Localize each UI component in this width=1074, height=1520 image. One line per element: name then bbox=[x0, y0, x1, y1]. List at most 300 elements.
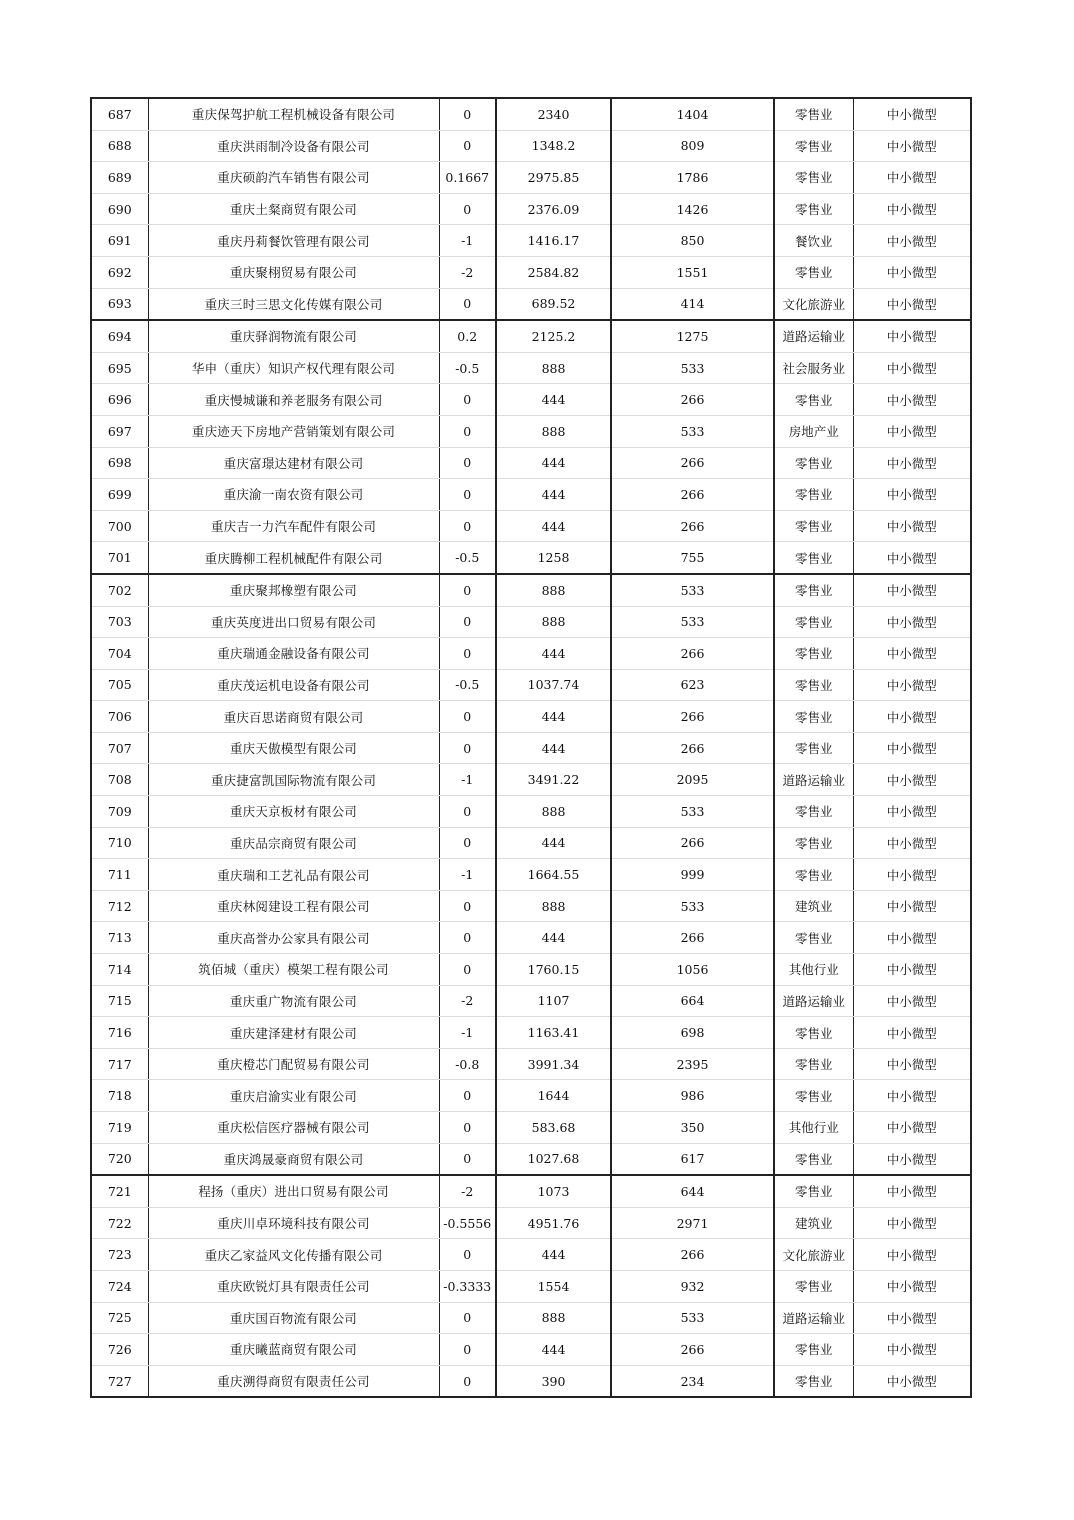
industry-cell: 零售业 bbox=[774, 574, 853, 606]
industry-cell: 零售业 bbox=[774, 669, 853, 701]
industry-cell: 零售业 bbox=[774, 827, 853, 859]
industry-cell: 道路运输业 bbox=[774, 320, 853, 352]
scale-cell: 中小微型 bbox=[853, 732, 971, 764]
value-cell: 266 bbox=[611, 638, 774, 670]
score-cell: -2 bbox=[439, 985, 496, 1017]
scale-cell: 中小微型 bbox=[853, 922, 971, 954]
value-cell: 1275 bbox=[611, 320, 774, 352]
value-cell: 1551 bbox=[611, 256, 774, 288]
row-number-cell: 693 bbox=[91, 288, 148, 320]
score-cell: 0 bbox=[439, 130, 496, 162]
company-name-cell: 重庆天京板材有限公司 bbox=[148, 796, 439, 828]
score-cell: 0 bbox=[439, 606, 496, 638]
industry-cell: 零售业 bbox=[774, 859, 853, 891]
amount-cell: 444 bbox=[496, 701, 611, 733]
scale-cell: 中小微型 bbox=[853, 638, 971, 670]
company-name-cell: 重庆溯得商贸有限责任公司 bbox=[148, 1365, 439, 1397]
score-cell: 0 bbox=[439, 510, 496, 542]
company-name-cell: 重庆保驾护航工程机械设备有限公司 bbox=[148, 98, 439, 130]
table-row bbox=[91, 352, 971, 384]
company-name-cell: 重庆百思诺商贸有限公司 bbox=[148, 701, 439, 733]
amount-cell: 1037.74 bbox=[496, 669, 611, 701]
company-name-cell: 重庆茂运机电设备有限公司 bbox=[148, 669, 439, 701]
scale-cell: 中小微型 bbox=[853, 606, 971, 638]
industry-cell: 其他行业 bbox=[774, 1112, 853, 1144]
scale-cell: 中小微型 bbox=[853, 288, 971, 320]
scale-cell: 中小微型 bbox=[853, 193, 971, 225]
scale-cell: 中小微型 bbox=[853, 796, 971, 828]
row-number-cell: 712 bbox=[91, 890, 148, 922]
company-name-cell: 重庆吉一力汽车配件有限公司 bbox=[148, 510, 439, 542]
scale-cell: 中小微型 bbox=[853, 1175, 971, 1207]
scale-cell: 中小微型 bbox=[853, 384, 971, 416]
score-cell: 0 bbox=[439, 796, 496, 828]
row-number-cell: 698 bbox=[91, 447, 148, 479]
score-cell: 0 bbox=[439, 1080, 496, 1112]
amount-cell: 888 bbox=[496, 1302, 611, 1334]
row-number-cell: 716 bbox=[91, 1017, 148, 1049]
score-cell: -0.8 bbox=[439, 1048, 496, 1080]
scale-cell: 中小微型 bbox=[853, 320, 971, 352]
row-number-cell: 715 bbox=[91, 985, 148, 1017]
table-row bbox=[91, 1365, 971, 1397]
score-cell: -0.5556 bbox=[439, 1207, 496, 1239]
table-row bbox=[91, 1239, 971, 1271]
table-row bbox=[91, 1207, 971, 1239]
table-row bbox=[91, 796, 971, 828]
industry-cell: 道路运输业 bbox=[774, 1302, 853, 1334]
value-cell: 2971 bbox=[611, 1207, 774, 1239]
table-row bbox=[91, 1334, 971, 1366]
table-row bbox=[91, 606, 971, 638]
row-number-cell: 697 bbox=[91, 415, 148, 447]
scale-cell: 中小微型 bbox=[853, 701, 971, 733]
company-name-cell: 筑佰城（重庆）模架工程有限公司 bbox=[148, 954, 439, 986]
score-cell: 0 bbox=[439, 922, 496, 954]
industry-cell: 道路运输业 bbox=[774, 764, 853, 796]
row-number-cell: 710 bbox=[91, 827, 148, 859]
industry-cell: 零售业 bbox=[774, 256, 853, 288]
industry-cell: 道路运输业 bbox=[774, 985, 853, 1017]
table-row bbox=[91, 732, 971, 764]
industry-cell: 零售业 bbox=[774, 1080, 853, 1112]
scale-cell: 中小微型 bbox=[853, 890, 971, 922]
company-name-cell: 重庆川卓环境科技有限公司 bbox=[148, 1207, 439, 1239]
row-number-cell: 711 bbox=[91, 859, 148, 891]
industry-cell: 零售业 bbox=[774, 1270, 853, 1302]
company-name-cell: 重庆鸿晟豪商贸有限公司 bbox=[148, 1143, 439, 1175]
industry-cell: 零售业 bbox=[774, 1048, 853, 1080]
industry-cell: 零售业 bbox=[774, 479, 853, 511]
row-number-cell: 709 bbox=[91, 796, 148, 828]
company-name-cell: 重庆启渝实业有限公司 bbox=[148, 1080, 439, 1112]
amount-cell: 1416.17 bbox=[496, 225, 611, 257]
amount-cell: 444 bbox=[496, 922, 611, 954]
value-cell: 850 bbox=[611, 225, 774, 257]
row-number-cell: 714 bbox=[91, 954, 148, 986]
row-number-cell: 691 bbox=[91, 225, 148, 257]
industry-cell: 文化旅游业 bbox=[774, 1239, 853, 1271]
scale-cell: 中小微型 bbox=[853, 1239, 971, 1271]
score-cell: -0.5 bbox=[439, 352, 496, 384]
row-number-cell: 687 bbox=[91, 98, 148, 130]
scale-cell: 中小微型 bbox=[853, 985, 971, 1017]
row-number-cell: 703 bbox=[91, 606, 148, 638]
table-row bbox=[91, 288, 971, 320]
company-name-cell: 程扬（重庆）进出口贸易有限公司 bbox=[148, 1175, 439, 1207]
row-number-cell: 726 bbox=[91, 1334, 148, 1366]
table-row bbox=[91, 922, 971, 954]
industry-cell: 零售业 bbox=[774, 384, 853, 416]
company-name-cell: 重庆土粲商贸有限公司 bbox=[148, 193, 439, 225]
company-name-cell: 重庆曦蓝商贸有限公司 bbox=[148, 1334, 439, 1366]
score-cell: 0 bbox=[439, 1239, 496, 1271]
score-cell: 0 bbox=[439, 732, 496, 764]
value-cell: 986 bbox=[611, 1080, 774, 1112]
table-row bbox=[91, 574, 971, 606]
table-row bbox=[91, 985, 971, 1017]
value-cell: 266 bbox=[611, 732, 774, 764]
company-name-cell: 重庆硕韵汽车销售有限公司 bbox=[148, 162, 439, 194]
table-body bbox=[91, 98, 971, 1397]
industry-cell: 建筑业 bbox=[774, 1207, 853, 1239]
amount-cell: 1163.41 bbox=[496, 1017, 611, 1049]
industry-cell: 餐饮业 bbox=[774, 225, 853, 257]
scale-cell: 中小微型 bbox=[853, 542, 971, 574]
row-number-cell: 718 bbox=[91, 1080, 148, 1112]
amount-cell: 444 bbox=[496, 827, 611, 859]
amount-cell: 888 bbox=[496, 352, 611, 384]
row-number-cell: 724 bbox=[91, 1270, 148, 1302]
table-row bbox=[91, 320, 971, 352]
scale-cell: 中小微型 bbox=[853, 859, 971, 891]
row-number-cell: 702 bbox=[91, 574, 148, 606]
table-row bbox=[91, 638, 971, 670]
value-cell: 932 bbox=[611, 1270, 774, 1302]
value-cell: 1056 bbox=[611, 954, 774, 986]
industry-cell: 零售业 bbox=[774, 1334, 853, 1366]
scale-cell: 中小微型 bbox=[853, 1048, 971, 1080]
company-name-cell: 重庆品宗商贸有限公司 bbox=[148, 827, 439, 859]
amount-cell: 1258 bbox=[496, 542, 611, 574]
score-cell: 0 bbox=[439, 98, 496, 130]
score-cell: 0 bbox=[439, 447, 496, 479]
value-cell: 809 bbox=[611, 130, 774, 162]
amount-cell: 2340 bbox=[496, 98, 611, 130]
company-table bbox=[90, 97, 972, 1398]
value-cell: 1404 bbox=[611, 98, 774, 130]
score-cell: 0 bbox=[439, 288, 496, 320]
company-name-cell: 重庆渝一南农资有限公司 bbox=[148, 479, 439, 511]
amount-cell: 444 bbox=[496, 1239, 611, 1271]
amount-cell: 2584.82 bbox=[496, 256, 611, 288]
company-name-cell: 重庆慢城谦和养老服务有限公司 bbox=[148, 384, 439, 416]
table-row bbox=[91, 1048, 971, 1080]
row-number-cell: 707 bbox=[91, 732, 148, 764]
scale-cell: 中小微型 bbox=[853, 162, 971, 194]
industry-cell: 零售业 bbox=[774, 162, 853, 194]
amount-cell: 444 bbox=[496, 384, 611, 416]
amount-cell: 444 bbox=[496, 510, 611, 542]
value-cell: 533 bbox=[611, 415, 774, 447]
amount-cell: 583.68 bbox=[496, 1112, 611, 1144]
value-cell: 234 bbox=[611, 1365, 774, 1397]
value-cell: 533 bbox=[611, 1302, 774, 1334]
industry-cell: 零售业 bbox=[774, 1143, 853, 1175]
industry-cell: 零售业 bbox=[774, 1175, 853, 1207]
table-row bbox=[91, 415, 971, 447]
table-row bbox=[91, 130, 971, 162]
company-name-cell: 重庆聚栩贸易有限公司 bbox=[148, 256, 439, 288]
value-cell: 999 bbox=[611, 859, 774, 891]
value-cell: 266 bbox=[611, 447, 774, 479]
amount-cell: 888 bbox=[496, 415, 611, 447]
score-cell: -1 bbox=[439, 1017, 496, 1049]
scale-cell: 中小微型 bbox=[853, 447, 971, 479]
score-cell: 0 bbox=[439, 1334, 496, 1366]
amount-cell: 444 bbox=[496, 732, 611, 764]
company-name-cell: 重庆欧锐灯具有限责任公司 bbox=[148, 1270, 439, 1302]
table-row bbox=[91, 764, 971, 796]
score-cell: 0 bbox=[439, 574, 496, 606]
row-number-cell: 725 bbox=[91, 1302, 148, 1334]
company-name-cell: 重庆橙芯门配贸易有限公司 bbox=[148, 1048, 439, 1080]
value-cell: 664 bbox=[611, 985, 774, 1017]
row-number-cell: 700 bbox=[91, 510, 148, 542]
value-cell: 266 bbox=[611, 384, 774, 416]
scale-cell: 中小微型 bbox=[853, 130, 971, 162]
company-name-cell: 重庆林阅建设工程有限公司 bbox=[148, 890, 439, 922]
company-name-cell: 重庆迹天下房地产营销策划有限公司 bbox=[148, 415, 439, 447]
company-name-cell: 重庆聚邦橡塑有限公司 bbox=[148, 574, 439, 606]
scale-cell: 中小微型 bbox=[853, 1270, 971, 1302]
value-cell: 266 bbox=[611, 827, 774, 859]
table-row bbox=[91, 1112, 971, 1144]
industry-cell: 零售业 bbox=[774, 447, 853, 479]
industry-cell: 零售业 bbox=[774, 1017, 853, 1049]
row-number-cell: 719 bbox=[91, 1112, 148, 1144]
industry-cell: 零售业 bbox=[774, 542, 853, 574]
amount-cell: 2125.2 bbox=[496, 320, 611, 352]
row-number-cell: 705 bbox=[91, 669, 148, 701]
row-number-cell: 727 bbox=[91, 1365, 148, 1397]
value-cell: 533 bbox=[611, 606, 774, 638]
score-cell: -0.3333 bbox=[439, 1270, 496, 1302]
score-cell: 0 bbox=[439, 954, 496, 986]
scale-cell: 中小微型 bbox=[853, 510, 971, 542]
score-cell: 0 bbox=[439, 890, 496, 922]
value-cell: 617 bbox=[611, 1143, 774, 1175]
score-cell: 0 bbox=[439, 1143, 496, 1175]
table-row bbox=[91, 225, 971, 257]
industry-cell: 零售业 bbox=[774, 922, 853, 954]
scale-cell: 中小微型 bbox=[853, 764, 971, 796]
table-row bbox=[91, 98, 971, 130]
row-number-cell: 706 bbox=[91, 701, 148, 733]
score-cell: 0 bbox=[439, 638, 496, 670]
amount-cell: 2376.09 bbox=[496, 193, 611, 225]
scale-cell: 中小微型 bbox=[853, 1334, 971, 1366]
amount-cell: 689.52 bbox=[496, 288, 611, 320]
value-cell: 266 bbox=[611, 701, 774, 733]
score-cell: 0 bbox=[439, 415, 496, 447]
value-cell: 414 bbox=[611, 288, 774, 320]
scale-cell: 中小微型 bbox=[853, 1143, 971, 1175]
amount-cell: 444 bbox=[496, 638, 611, 670]
company-name-cell: 重庆重广物流有限公司 bbox=[148, 985, 439, 1017]
industry-cell: 零售业 bbox=[774, 98, 853, 130]
score-cell: 0 bbox=[439, 1365, 496, 1397]
amount-cell: 3491.22 bbox=[496, 764, 611, 796]
company-name-cell: 重庆天傲模型有限公司 bbox=[148, 732, 439, 764]
table-row bbox=[91, 669, 971, 701]
industry-cell: 零售业 bbox=[774, 638, 853, 670]
value-cell: 644 bbox=[611, 1175, 774, 1207]
row-number-cell: 699 bbox=[91, 479, 148, 511]
row-number-cell: 695 bbox=[91, 352, 148, 384]
industry-cell: 其他行业 bbox=[774, 954, 853, 986]
amount-cell: 2975.85 bbox=[496, 162, 611, 194]
score-cell: -0.5 bbox=[439, 542, 496, 574]
amount-cell: 1027.68 bbox=[496, 1143, 611, 1175]
row-number-cell: 696 bbox=[91, 384, 148, 416]
amount-cell: 1107 bbox=[496, 985, 611, 1017]
table-row bbox=[91, 542, 971, 574]
value-cell: 266 bbox=[611, 922, 774, 954]
company-name-cell: 重庆瑞和工艺礼品有限公司 bbox=[148, 859, 439, 891]
value-cell: 266 bbox=[611, 479, 774, 511]
industry-cell: 零售业 bbox=[774, 796, 853, 828]
row-number-cell: 717 bbox=[91, 1048, 148, 1080]
scale-cell: 中小微型 bbox=[853, 1302, 971, 1334]
table-row bbox=[91, 447, 971, 479]
table-row bbox=[91, 1302, 971, 1334]
score-cell: 0 bbox=[439, 1302, 496, 1334]
row-number-cell: 694 bbox=[91, 320, 148, 352]
amount-cell: 444 bbox=[496, 479, 611, 511]
amount-cell: 888 bbox=[496, 890, 611, 922]
scale-cell: 中小微型 bbox=[853, 669, 971, 701]
table-row bbox=[91, 954, 971, 986]
scale-cell: 中小微型 bbox=[853, 827, 971, 859]
score-cell: -1 bbox=[439, 764, 496, 796]
company-name-cell: 重庆松信医疗器械有限公司 bbox=[148, 1112, 439, 1144]
table-row bbox=[91, 827, 971, 859]
industry-cell: 零售业 bbox=[774, 193, 853, 225]
row-number-cell: 690 bbox=[91, 193, 148, 225]
table-row bbox=[91, 510, 971, 542]
scale-cell: 中小微型 bbox=[853, 954, 971, 986]
company-name-cell: 重庆三时三思文化传媒有限公司 bbox=[148, 288, 439, 320]
industry-cell: 零售业 bbox=[774, 510, 853, 542]
amount-cell: 1348.2 bbox=[496, 130, 611, 162]
company-name-cell: 重庆瑞通金融设备有限公司 bbox=[148, 638, 439, 670]
company-name-cell: 重庆腾柳工程机械配件有限公司 bbox=[148, 542, 439, 574]
scale-cell: 中小微型 bbox=[853, 1080, 971, 1112]
industry-cell: 社会服务业 bbox=[774, 352, 853, 384]
row-number-cell: 701 bbox=[91, 542, 148, 574]
table-row bbox=[91, 479, 971, 511]
table-row bbox=[91, 1270, 971, 1302]
industry-cell: 房地产业 bbox=[774, 415, 853, 447]
score-cell: 0 bbox=[439, 384, 496, 416]
score-cell: -1 bbox=[439, 859, 496, 891]
value-cell: 533 bbox=[611, 352, 774, 384]
industry-cell: 建筑业 bbox=[774, 890, 853, 922]
row-number-cell: 722 bbox=[91, 1207, 148, 1239]
industry-cell: 零售业 bbox=[774, 606, 853, 638]
value-cell: 266 bbox=[611, 1239, 774, 1271]
value-cell: 350 bbox=[611, 1112, 774, 1144]
table-row bbox=[91, 701, 971, 733]
value-cell: 2095 bbox=[611, 764, 774, 796]
company-name-cell: 重庆驿润物流有限公司 bbox=[148, 320, 439, 352]
industry-cell: 零售业 bbox=[774, 1365, 853, 1397]
score-cell: 0 bbox=[439, 1112, 496, 1144]
industry-cell: 零售业 bbox=[774, 130, 853, 162]
scale-cell: 中小微型 bbox=[853, 352, 971, 384]
industry-cell: 零售业 bbox=[774, 701, 853, 733]
table-row bbox=[91, 1080, 971, 1112]
scale-cell: 中小微型 bbox=[853, 415, 971, 447]
amount-cell: 390 bbox=[496, 1365, 611, 1397]
amount-cell: 3991.34 bbox=[496, 1048, 611, 1080]
row-number-cell: 713 bbox=[91, 922, 148, 954]
score-cell: -2 bbox=[439, 1175, 496, 1207]
scale-cell: 中小微型 bbox=[853, 225, 971, 257]
table-row bbox=[91, 1175, 971, 1207]
scale-cell: 中小微型 bbox=[853, 574, 971, 606]
row-number-cell: 689 bbox=[91, 162, 148, 194]
amount-cell: 888 bbox=[496, 574, 611, 606]
amount-cell: 444 bbox=[496, 447, 611, 479]
row-number-cell: 708 bbox=[91, 764, 148, 796]
amount-cell: 888 bbox=[496, 606, 611, 638]
scale-cell: 中小微型 bbox=[853, 1207, 971, 1239]
value-cell: 266 bbox=[611, 510, 774, 542]
scale-cell: 中小微型 bbox=[853, 1017, 971, 1049]
score-cell: 0 bbox=[439, 701, 496, 733]
industry-cell: 零售业 bbox=[774, 732, 853, 764]
scale-cell: 中小微型 bbox=[853, 256, 971, 288]
value-cell: 266 bbox=[611, 1334, 774, 1366]
table-row bbox=[91, 193, 971, 225]
score-cell: 0 bbox=[439, 827, 496, 859]
company-name-cell: 重庆洪雨制冷设备有限公司 bbox=[148, 130, 439, 162]
table-row bbox=[91, 1143, 971, 1175]
score-cell: 0 bbox=[439, 193, 496, 225]
value-cell: 698 bbox=[611, 1017, 774, 1049]
company-name-cell: 重庆乙家益风文化传播有限公司 bbox=[148, 1239, 439, 1271]
amount-cell: 1760.15 bbox=[496, 954, 611, 986]
value-cell: 1786 bbox=[611, 162, 774, 194]
score-cell: -0.5 bbox=[439, 669, 496, 701]
scale-cell: 中小微型 bbox=[853, 479, 971, 511]
score-cell: -1 bbox=[439, 225, 496, 257]
scale-cell: 中小微型 bbox=[853, 98, 971, 130]
value-cell: 2395 bbox=[611, 1048, 774, 1080]
table-row bbox=[91, 890, 971, 922]
company-name-cell: 重庆国百物流有限公司 bbox=[148, 1302, 439, 1334]
company-name-cell: 重庆丹莉餐饮管理有限公司 bbox=[148, 225, 439, 257]
score-cell: 0.2 bbox=[439, 320, 496, 352]
row-number-cell: 688 bbox=[91, 130, 148, 162]
amount-cell: 1664.55 bbox=[496, 859, 611, 891]
scale-cell: 中小微型 bbox=[853, 1112, 971, 1144]
table-row bbox=[91, 162, 971, 194]
score-cell: 0.1667 bbox=[439, 162, 496, 194]
row-number-cell: 720 bbox=[91, 1143, 148, 1175]
